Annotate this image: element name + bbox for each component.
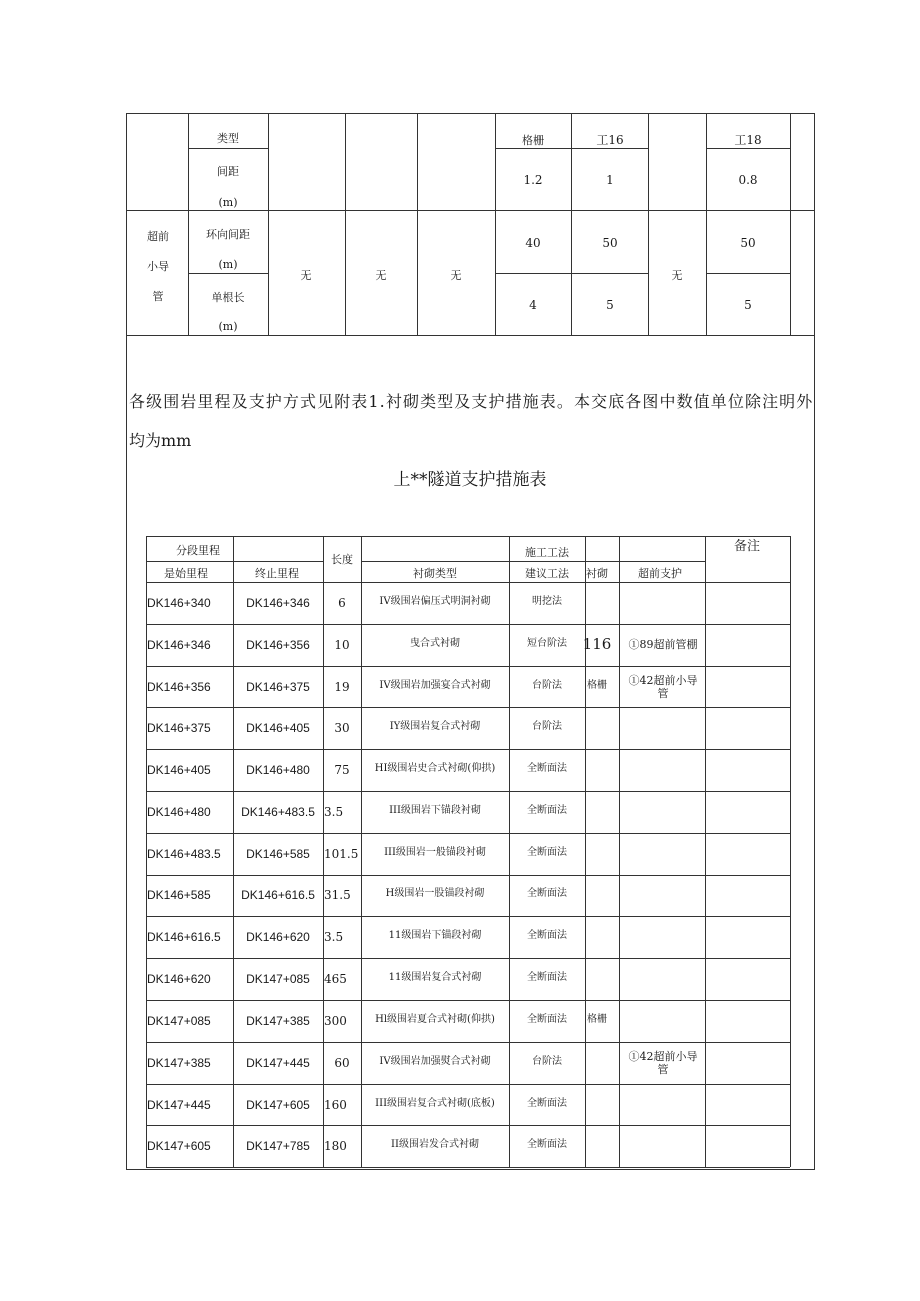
spacing-unit: (m) [218,196,238,209]
segment-length: 30 [334,721,350,735]
ring-value-grid: 40 [525,236,541,250]
start-mileage: DK146+585 [147,888,211,902]
advance-support: ①42超前小导管 [628,1050,698,1076]
grid-line [146,791,790,792]
ring-value-i16: 50 [602,236,618,250]
start-mileage: DK146+483.5 [147,847,221,861]
header-lining: 衬砌 [586,567,608,580]
grid-line [146,1167,790,1168]
lining-support: 格栅 [587,1014,607,1025]
end-mileage: DK147+385 [246,1014,310,1028]
grid-line [146,561,323,562]
advance-support: ①42超前小导管 [628,674,698,700]
type-label: 类型 [217,132,239,145]
single-length-label: 单根长 [211,291,245,304]
grid-line [146,536,790,537]
construction-method: 明挖法 [532,596,562,607]
construction-method: 全断面法 [527,1014,567,1025]
header-length: 长度 [331,553,353,566]
none-value: 无 [671,269,683,282]
lining-support: 格栅 [587,680,607,691]
header-start: 是始里程 [164,567,208,580]
grid-line [790,536,791,1167]
header-construction: 施工工法 [525,546,569,559]
segment-length: 180 [324,1139,347,1153]
start-mileage: DK147+085 [147,1014,211,1028]
lining-type: H级围岩一股锚段衬砌 [385,888,485,899]
grid-line [146,916,790,917]
segment-length: 3.5 [324,805,344,819]
none-value: 无 [375,269,387,282]
construction-method: 全断面法 [527,888,567,899]
type-value-i18: 工18 [734,133,762,147]
header-end: 终止里程 [255,567,299,580]
grid-line [361,561,705,562]
grid-line [509,536,510,1167]
lining-type: HI级围岩史合式衬砌(仰拱) [374,763,496,774]
lining-type: III级围岩复合式衬砌(底板) [375,1098,495,1109]
construction-method: 全断面法 [527,1139,567,1150]
construction-method: 短台阶法 [527,638,567,649]
lining-type: 曳合式衬砌 [410,638,460,649]
end-mileage: DK146+620 [246,930,310,944]
header-lining-type: 衬砌类型 [413,567,457,580]
grid-line [361,536,362,1167]
grid-line [146,833,790,834]
single-length-unit: (m) [218,320,238,333]
grid-line [705,536,706,1167]
segment-length: 300 [324,1014,347,1028]
construction-method: 台阶法 [532,721,562,732]
end-mileage: DK146+405 [246,721,310,735]
end-mileage: DK146+480 [246,763,310,777]
start-mileage: DK147+385 [147,1056,211,1070]
grid-line [146,624,790,625]
end-mileage: DK147+445 [246,1056,310,1070]
single-value-i16: 5 [606,298,614,312]
header-segment: 分段里程 [176,544,220,557]
start-mileage: DK146+620 [147,972,211,986]
start-mileage: DK146+375 [147,721,211,735]
grid-line [146,1125,790,1126]
segment-length: 31.5 [324,888,351,902]
lining-type: III级围岩下锚段衬砌 [389,805,481,816]
paragraph-line-1: 各级围岩里程及支护方式见附表1.衬砌类型及支护措施表。本交底各图中数值单位除注明外 [129,392,814,411]
start-mileage: DK146+616.5 [147,930,221,944]
segment-length: 101.5 [324,847,359,861]
grid-line [146,1084,790,1085]
none-value: 无 [450,269,462,282]
segment-length: 60 [334,1056,350,1070]
segment-length: 10 [334,638,350,652]
spacing-value-grid: 1.2 [523,173,543,187]
none-value: 无 [300,269,312,282]
table-title: 上**隧道支护措施表 [393,470,547,490]
start-mileage: DK147+445 [147,1098,211,1112]
segment-length: 6 [338,596,346,610]
end-mileage: DK147+085 [246,972,310,986]
grid-line [585,536,586,1167]
grid-line [146,958,790,959]
header-method: 建议工法 [525,567,569,580]
header-remark: 备注 [733,539,761,554]
construction-method: 台阶法 [532,1056,562,1067]
construction-method: 全断面法 [527,930,567,941]
end-mileage: DK147+785 [246,1139,310,1153]
advance-support: ①89超前管棚 [628,638,698,651]
ring-spacing-label: 环向间距 [206,228,250,241]
grid-line [146,749,790,750]
lining-type: 11级围岩复合式衬砌 [388,972,482,983]
segment-length: 19 [334,680,350,694]
lining-type: IV级围岩加强熨合式衬砌 [379,1056,491,1067]
header-advance: 超前支护 [638,567,682,580]
end-mileage: DK146+356 [246,638,310,652]
start-mileage: DK146+405 [147,763,211,777]
grid-line [146,1000,790,1001]
start-mileage: DK146+340 [147,596,211,610]
start-mileage: DK146+346 [147,638,211,652]
lining-type: 11级围岩下锚段衬砌 [388,930,482,941]
construction-method: 全断面法 [527,972,567,983]
lining-type: III级围岩一般锚段衬砌 [384,847,486,858]
construction-method: 台阶法 [532,680,562,691]
single-value-grid: 4 [529,298,537,312]
lining-type: II级围岩发合式衬砌 [391,1139,479,1150]
lining-support: 116 [582,635,612,653]
type-value-i16: 工16 [596,133,624,147]
grid-line [233,536,234,1167]
end-mileage: DK146+375 [246,680,310,694]
ring-value-i18: 50 [740,236,756,250]
start-mileage: DK147+605 [147,1139,211,1153]
spacing-label: 间距 [217,165,239,178]
end-mileage: DK147+605 [246,1098,310,1112]
grid-line [146,582,790,583]
paragraph-line-2: 均为mm [129,431,192,450]
spacing-value-i18: 0.8 [738,173,758,187]
segment-length: 160 [324,1098,347,1112]
pipe-row-label-1: 超前 [147,230,169,243]
construction-method: 全断面法 [527,1098,567,1109]
grid-line [146,666,790,667]
lining-type: Hl级围岩夏合式衬砌(仰拱) [375,1014,495,1025]
construction-method: 全断面法 [527,763,567,774]
lining-type: IV级围岩加强宴合式衬砌 [379,680,491,691]
grid-line [146,875,790,876]
end-mileage: DK146+346 [246,596,310,610]
lining-type: IY级围岩复合式衬砌 [389,721,481,732]
type-value-grid: 格栅 [522,134,544,147]
start-mileage: DK146+480 [147,805,211,819]
ring-spacing-unit: (m) [218,258,238,271]
pipe-row-label-3: 管 [152,290,164,303]
end-mileage: DK146+616.5 [241,888,315,902]
segment-length: 465 [324,972,347,986]
start-mileage: DK146+356 [147,680,211,694]
construction-method: 全断面法 [527,847,567,858]
construction-method: 全断面法 [527,805,567,816]
lining-type: IV级围岩偏压式明洞衬砌 [379,596,491,607]
segment-length: 3.5 [324,930,344,944]
end-mileage: DK146+585 [246,847,310,861]
end-mileage: DK146+483.5 [241,805,315,819]
grid-line [146,707,790,708]
grid-line [619,536,620,1167]
single-value-i18: 5 [744,298,752,312]
segment-length: 75 [334,763,350,777]
spacing-value-i16: 1 [606,173,614,187]
pipe-row-label-2: 小导 [147,260,169,273]
grid-line [146,1042,790,1043]
